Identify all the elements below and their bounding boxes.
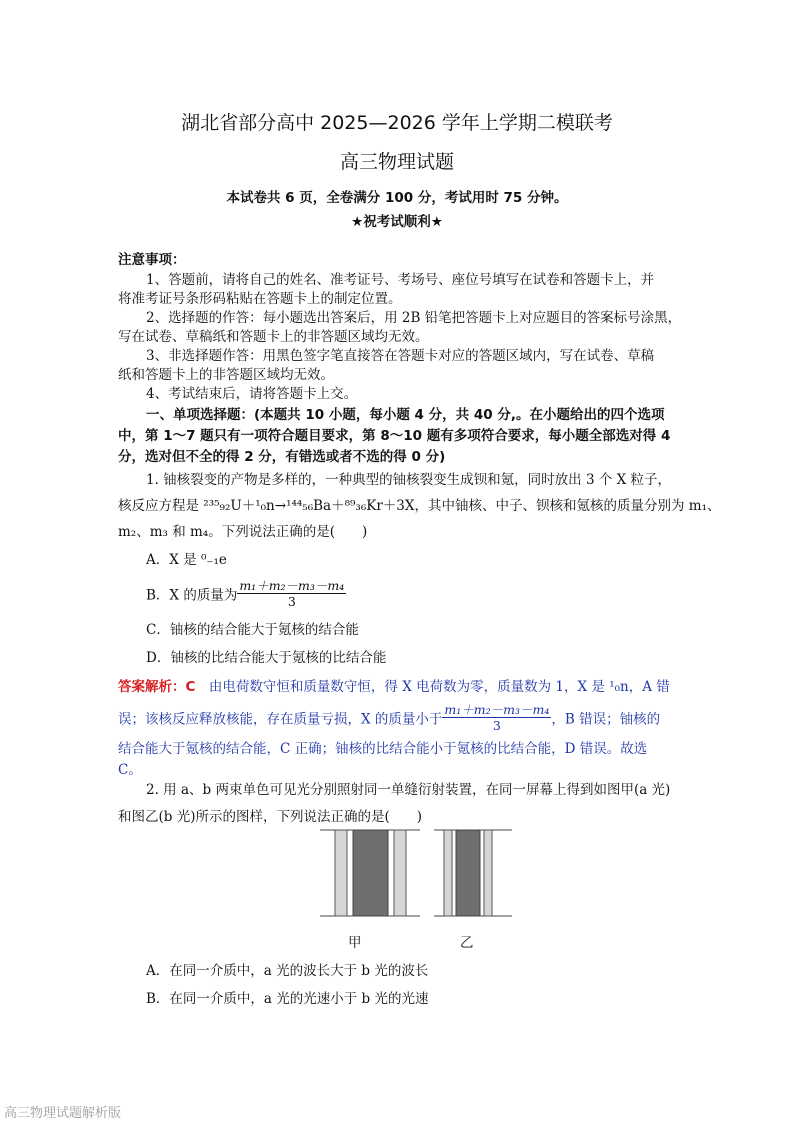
- q2-stem: 2. 用 a、b 两束单色可见光分别照射同一单缝衍射装置，在同一屏幕上得到如图甲(a 光): [146, 782, 671, 798]
- q2-option-b: B．在同一介质中，a 光的光速小于 b 光的光速: [146, 991, 429, 1007]
- exam-title: 湖北省部分高中 2025—2026 学年上学期二模联考: [181, 112, 613, 134]
- q1-stem: 1. 铀核裂变的产物是多样的，一种典型的铀核裂变生成钡和氪，同时放出 3 个 X 粒子，: [146, 472, 672, 488]
- mass-fraction: $\frac{\text{m₁＋m₂－m₃－m₄}}{3}$: [239, 578, 345, 609]
- notice-line: 1、答题前，请将自己的姓名、准考证号、考场号、座位号填写在试卷和答题卡上，并: [146, 272, 655, 288]
- footer-watermark: 高三物理试题解析版: [4, 1106, 122, 1121]
- notice-line: 写在试卷、草稿纸和答题卡上的非答题区域均无效。: [118, 329, 429, 345]
- caption-right: 乙: [460, 935, 474, 951]
- answer-label: 答案解析：C: [118, 679, 196, 695]
- answer-line: 误；该核反应释放核能，存在质量亏损，X 的质量小于 $\frac{\text{m₁＋m₂－m₃－m₄}}{3}$ ，B 错误；铀核的: [118, 702, 661, 733]
- notice-line: 3、非选择题作答：用黑色签字笔直接答在答题卡对应的答题区域内，写在试卷、草稿: [146, 348, 655, 364]
- pattern-b: [434, 830, 512, 916]
- caption-left: 甲: [348, 935, 362, 951]
- q1-option-d: D．铀核的比结合能大于氪核的比结合能: [146, 650, 387, 666]
- notice-heading: 注意事项：: [118, 252, 186, 268]
- q2-option-a: A．在同一介质中，a 光的波长大于 b 光的波长: [146, 963, 429, 979]
- q1-stem: 核反应方程是 ²³⁵₉₂U＋¹₀n→¹⁴⁴₅₆Ba＋⁸⁹₃₆Kr＋3X，其中铀核、中子、钡核和氪核的质量分别为 m₁、: [118, 498, 721, 514]
- exam-info: 本试卷共 6 页，全卷满分 100 分，考试用时 75 分钟。: [226, 190, 568, 206]
- notice-line: 4、考试结束后，请将答题卡上交。: [146, 386, 358, 402]
- q2-stem: 和图乙(b 光)所示的图样，下列说法正确的是( ): [118, 809, 422, 825]
- exam-subject: 高三物理试题: [339, 151, 454, 173]
- section-instructions: 一、单项选择题：(本题共 10 小题，每小题 4 分，共 40 分,。在小题给出的四个选项: [146, 407, 665, 423]
- section-instructions: 中，第 1～7 题只有一项符合题目要求，第 8～10 题有多项符合要求，每小题全部选对得 4: [118, 428, 671, 444]
- notice-line: 纸和答题卡上的非答题区域均无效。: [118, 367, 334, 383]
- q1-equation: ²³⁵₉₂U＋¹₀n→¹⁴⁴₅₆Ba＋⁸⁹₃₆Kr＋3X: [203, 498, 415, 514]
- answer-line: C。: [118, 762, 142, 778]
- exam-wish: ★祝考试顺利★: [351, 214, 443, 230]
- section-instructions: 分，选对但不全的得 2 分，有错选或者不选的得 0 分): [118, 449, 446, 465]
- q1-option-a: A．X 是 ⁰₋₁e: [146, 552, 227, 568]
- answer-fraction: $\frac{\text{m₁＋m₂－m₃－m₄}}{3}$: [444, 702, 550, 733]
- q1-stem: m₂、m₃ 和 m₄。下列说法正确的是( ): [118, 524, 368, 540]
- notice-line: 将准考证号条形码粘贴在答题卡上的制定位置。: [118, 291, 402, 307]
- q1-option-c: C．铀核的结合能大于氪核的结合能: [146, 622, 359, 638]
- diffraction-patterns-figure: [318, 826, 514, 922]
- answer-line: 答案解析：C 由电荷数守恒和质量数守恒，得 X 电荷数为零，质量数为 1，X 是 ¹₀n，A 错: [118, 679, 670, 695]
- notice-line: 2、选择题的作答：每小题选出答案后，用 2B 铅笔把答题卡上对应题目的答案标号涂黑，: [146, 310, 682, 326]
- q1-option-b: B．X 的质量为 $\frac{\text{m₁＋m₂－m₃－m₄}}{3}$: [146, 578, 345, 609]
- answer-line: 结合能大于氪核的结合能，C 正确；铀核的比结合能小于氪核的比结合能，D 错误。故选: [118, 741, 648, 757]
- pattern-a: [320, 830, 420, 916]
